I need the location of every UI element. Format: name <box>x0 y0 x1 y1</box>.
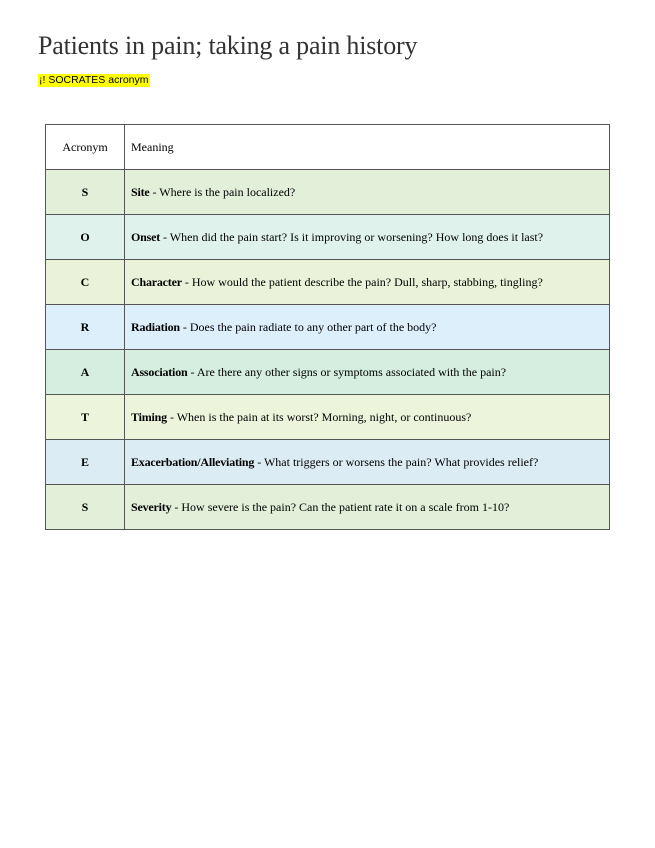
meaning-term: Timing <box>131 410 167 424</box>
table-row <box>46 215 610 260</box>
meaning-term: Character <box>131 275 182 289</box>
meaning-description: - How severe is the pain? Can the patient rate it on a scale from 1-10? <box>171 500 510 514</box>
table-row <box>46 440 610 485</box>
table-row <box>46 170 610 215</box>
acronym-letter: S <box>46 170 125 215</box>
meaning-cell <box>125 170 610 215</box>
meaning-description: - Does the pain radiate to any other part of the body? <box>179 320 437 334</box>
table-row <box>46 395 610 440</box>
table-row <box>46 485 610 530</box>
meaning-description: - When did the pain start? Is it improving or worsening? How long does it last? <box>160 230 544 244</box>
meaning-description: - When is the pain at its worst? Morning, night, or continuous? <box>166 410 472 424</box>
header-acronym: Acronym <box>46 125 125 170</box>
meaning-cell <box>125 215 610 260</box>
meaning-cell <box>125 440 610 485</box>
table-row <box>46 350 610 395</box>
meaning-term: Radiation <box>131 320 180 334</box>
acronym-letter: O <box>46 215 125 260</box>
table-row <box>46 260 610 305</box>
meaning-cell <box>125 350 610 395</box>
acronym-letter: A <box>46 350 125 395</box>
page-title: Patients in pain; taking a pain history <box>38 31 418 60</box>
meaning-cell <box>125 395 610 440</box>
acronym-letter: E <box>46 440 125 485</box>
socrates-table-container <box>45 124 609 530</box>
socrates-table <box>45 124 610 530</box>
table-row <box>46 305 610 350</box>
highlighted-note: ¡! SOCRATES acronym <box>39 74 149 86</box>
acronym-letter: C <box>46 260 125 305</box>
meaning-term: Severity <box>131 500 172 514</box>
meaning-cell <box>125 305 610 350</box>
meaning-term: Site <box>131 185 150 199</box>
meaning-cell <box>125 260 610 305</box>
meaning-description: - How would the patient describe the pain? Dull, sharp, stabbing, tingling? <box>181 275 543 289</box>
meaning-description: - What triggers or worsens the pain? What provides relief? <box>254 455 539 469</box>
meaning-term: Onset <box>131 230 161 244</box>
table-header-row <box>46 125 610 170</box>
meaning-description: - Are there any other signs or symptoms associated with the pain? <box>187 365 507 379</box>
meaning-description: - Where is the pain localized? <box>149 185 296 199</box>
acronym-letter: T <box>46 395 125 440</box>
acronym-letter: R <box>46 305 125 350</box>
acronym-letter: S <box>46 485 125 530</box>
header-meaning: Meaning <box>125 125 610 170</box>
meaning-cell <box>125 485 610 530</box>
meaning-term: Exacerbation/Alleviating <box>131 455 255 469</box>
meaning-term: Association <box>131 365 188 379</box>
